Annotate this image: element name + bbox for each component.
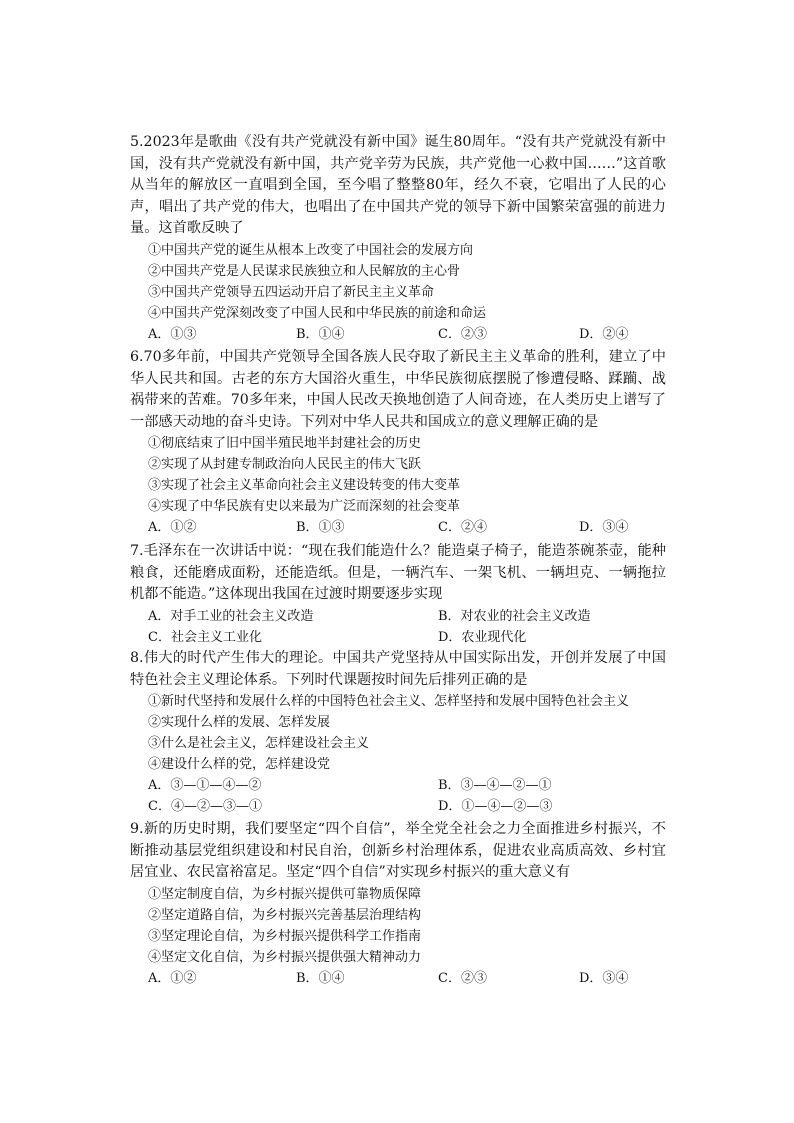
statement-2: ②实现什么样的发展、怎样发展 bbox=[148, 715, 331, 731]
question-stem: 7.毛泽东在一次讲话中说：“现在我们能造什么？能造桌子椅子，能造茶碗茶壶，能种粮食，还能磨成面粉，还能造纸。但是，一辆汽车、一架飞机、一辆坦克、一辆拖拉机都不能造。”这体现出我国在过渡时期要逐步实现 bbox=[130, 543, 666, 603]
answer-choices bbox=[148, 517, 666, 538]
choice-b[interactable]: B．①④ bbox=[296, 970, 345, 986]
choice-d[interactable]: D．农业现代化 bbox=[438, 629, 527, 645]
statement-3: ③实现了社会主义革命向社会主义建设转变的伟大变革 bbox=[148, 478, 461, 494]
choice-a[interactable]: A．①③ bbox=[148, 326, 197, 342]
statement-3: ③中国共产党领导五四运动开启了新民主主义革命 bbox=[148, 284, 435, 300]
question-stem: 8.伟大的时代产生伟大的理论。中国共产党坚持从中国实际出发，开创并发展了中国特色社会主义理论体系。下列时代课题按时间先后排列正确的是 bbox=[130, 650, 666, 688]
choice-c[interactable]: C．社会主义工业化 bbox=[148, 629, 262, 645]
statement-4: ④建设什么样的党，怎样建设党 bbox=[148, 757, 331, 773]
choice-d[interactable]: D．②④ bbox=[579, 326, 629, 342]
choice-a[interactable]: A．对手工业的社会主义改造 bbox=[148, 608, 314, 624]
answer-choices bbox=[148, 968, 666, 989]
choice-b[interactable]: B．①④ bbox=[296, 326, 345, 342]
question-stem: 5.2023年是歌曲《没有共产党就没有新中国》诞生80周年。“没有共产党就没有新中国，没有共产党就没有新中国，共产党辛劳为民族，共产党他一心救中国……”这首歌从当年的解放区一直唱到全国，至今唱了整整80年，经久不衰，它唱出了人民的心声，唱出了共产党的伟大，也唱出了在中国共产党的领导下新中国繁荣富强的前进力量。这首歌反映了 bbox=[130, 134, 666, 237]
choice-d[interactable]: D．①—④—②—③ bbox=[438, 799, 553, 815]
question-6 bbox=[130, 347, 666, 538]
statement-1: ①坚定制度自信，为乡村振兴提供可靠物质保障 bbox=[148, 886, 422, 902]
answer-choices bbox=[148, 324, 666, 345]
statement-1: ①彻底结束了旧中国半殖民地半封建社会的历史 bbox=[148, 436, 422, 452]
choice-b[interactable]: B．对农业的社会主义改造 bbox=[438, 608, 591, 624]
choice-d[interactable]: D．③④ bbox=[579, 520, 629, 536]
statement-3: ③什么是社会主义，怎样建设社会主义 bbox=[148, 736, 370, 752]
statement-4: ④实现了中华民族有史以来最为广泛而深刻的社会变革 bbox=[148, 499, 461, 515]
choice-c[interactable]: C．②④ bbox=[438, 520, 487, 536]
choice-a[interactable]: A．①② bbox=[148, 520, 197, 536]
question-stem: 9.新的历史时期，我们要坚定“四个自信”，举全党全社会之力全面推进乡村振兴，不断推动基层党组织建设和村民自治，创新乡村治理体系，促进农业高质高效、乡村宜居宜业、农民富裕富足。坚定“四个自信”对实现乡村振兴的重大意义有 bbox=[130, 821, 666, 881]
question-7 bbox=[130, 541, 666, 648]
question-stem: 6.70多年前，中国共产党领导全国各族人民夺取了新民主主义革命的胜利，建立了中华人民共和国。古老的东方大国浴火重生，中华民族彻底摆脱了惨遭侵略、蹂躏、战祸带来的苦难。70多年来，中国人民改天换地创造了人间奇迹，在人类历史上谱写了一部感天动地的奋斗史诗。下列对中华人民共和国成立的意义理解正确的是 bbox=[130, 349, 666, 430]
choice-a[interactable]: A．③—①—④—② bbox=[148, 778, 262, 794]
choice-c[interactable]: C．②③ bbox=[438, 326, 487, 342]
choice-c[interactable]: C．②③ bbox=[438, 970, 487, 986]
choice-b[interactable]: B．③—④—②—① bbox=[438, 778, 552, 794]
statement-2: ②坚定道路自信，为乡村振兴完善基层治理结构 bbox=[148, 907, 422, 923]
choice-d[interactable]: D．③④ bbox=[579, 970, 629, 986]
question-9 bbox=[130, 819, 666, 989]
choice-a[interactable]: A．①② bbox=[148, 970, 197, 986]
statement-4: ④坚定文化自信，为乡村振兴提供强大精神动力 bbox=[148, 949, 422, 965]
question-5 bbox=[130, 132, 666, 345]
choice-b[interactable]: B．①③ bbox=[296, 520, 345, 536]
answer-choices bbox=[148, 775, 666, 817]
statement-4: ④中国共产党深刻改变了中国人民和中华民族的前途和命运 bbox=[148, 305, 487, 321]
answer-choices bbox=[148, 606, 666, 648]
statement-2: ②中国共产党是人民谋求民族独立和人民解放的主心骨 bbox=[148, 263, 461, 279]
statement-3: ③坚定理论自信，为乡村振兴提供科学工作指南 bbox=[148, 928, 422, 944]
statement-2: ②实现了从封建专制政治向人民民主的伟大飞跃 bbox=[148, 457, 422, 473]
statement-1: ①新时代坚持和发展什么样的中国特色社会主义、怎样坚持和发展中国特色社会主义 bbox=[148, 694, 630, 710]
choice-c[interactable]: C．④—②—③—① bbox=[148, 799, 262, 815]
statement-1: ①中国共产党的诞生从根本上改变了中国社会的发展方向 bbox=[148, 242, 474, 258]
question-8 bbox=[130, 648, 666, 817]
